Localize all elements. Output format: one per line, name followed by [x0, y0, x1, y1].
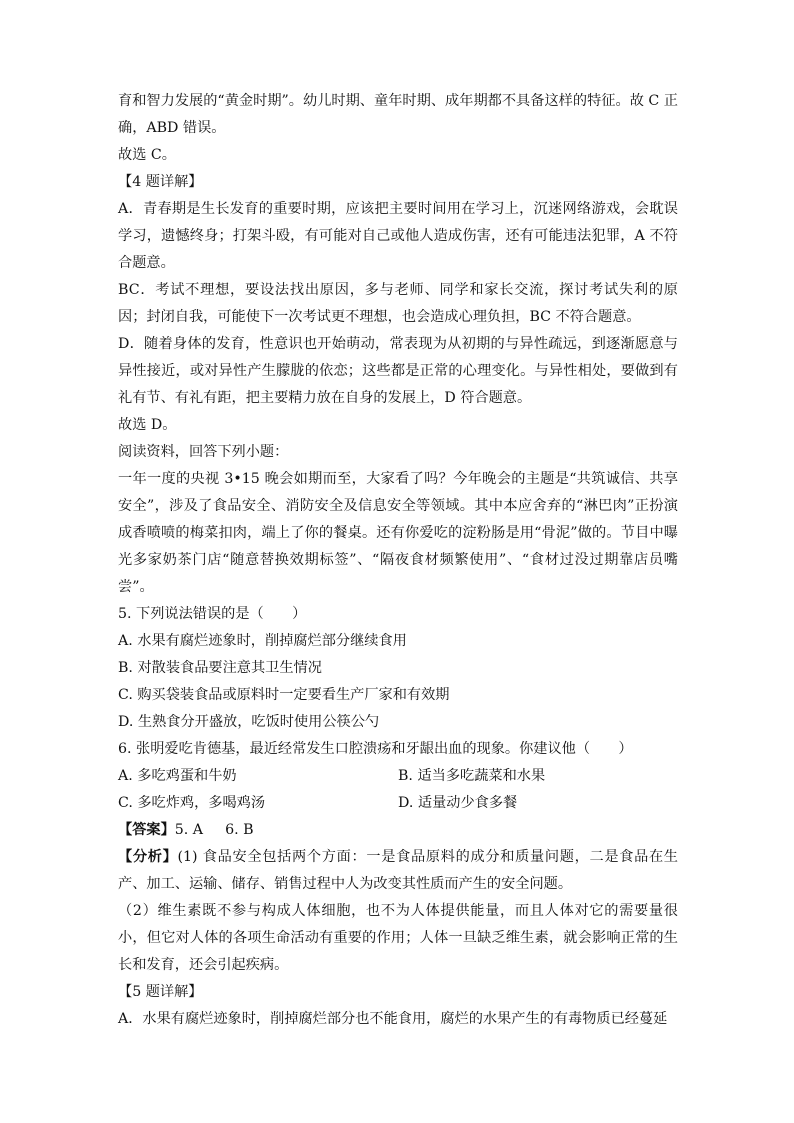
answer-select-3: 故选 C。: [118, 147, 176, 163]
answer-label: 【答案】: [118, 822, 175, 838]
paragraph-conclusion-3: 育和智力发展的“黄金时期”。幼儿时期、童年时期、成年期都不具备这样的特征。故 C 正确，ABD 错误。: [118, 93, 678, 136]
question-6-options-row-1: [118, 763, 678, 790]
question-6-option-b: B. 适当多吃蔬菜和水果: [398, 768, 546, 784]
paragraph-q4-option-d: D．随着身体的发育，性意识也开始萌动，常表现为从初期的与异性疏远，到逐渐愿意与异性接近，或对异性产生朦胧的依恋；这些都是正常的心理变化。与异性相处，要做到有礼有节、有礼有距，把主要精力放在自身的发展上，D 符合题意。: [118, 336, 678, 406]
question-6-options-row-2: [118, 790, 678, 817]
analysis-paragraph-2: （2）维生素既不参与构成人体细胞，也不为人体提供能量，而且人体对它的需要量很小，但它对人体的各项生命活动有重要的作用；人体一旦缺乏维生素，就会影响正常的生长和发育，还会引起疾病。: [118, 903, 678, 973]
answer-select-4: 故选 D。: [118, 417, 177, 433]
analysis-label: 【分析】: [118, 849, 178, 865]
reading-instruction: 阅读资料，回答下列小题：: [118, 444, 289, 460]
heading-q4-detail: 【4 题详解】: [118, 174, 203, 190]
question-6-option-d: D. 适量动少食多餐: [398, 795, 518, 811]
document-page: [118, 88, 678, 1033]
question-5-option-c: C. 购买袋装食品或原料时一定要看生产厂家和有效期: [118, 687, 450, 703]
analysis-paragraph-1: [118, 844, 678, 898]
answer-5: 5. A: [174, 822, 204, 838]
paragraph-q4-option-a: A．青春期是生长发育的重要时期，应该把主要时间用在学习上，沉迷网络游戏，会耽误学习，遗憾终身；打架斗殴，有可能对自己或他人造成伤害，还有可能违法犯罪，A 不符合题意。: [118, 201, 678, 271]
question-6-option-a: A. 多吃鸡蛋和牛奶: [118, 768, 237, 784]
reading-material: 一年一度的央视 3•15 晚会如期而至，大家看了吗？今年晚会的主题是“共筑诚信、共享安全”，涉及了食品安全、消防安全及信息安全等领域。其中本应舍弃的“淋巴肉”正扮演成香喷喷的梅菜扣肉，端上了你的餐桌。还有你爱吃的淀粉肠是用“骨泥”做的。节目中曝光多家奶茶门店“随意替换效期标签”、“隔夜食材频繁使用”、“食材过没过期靠店员嘴尝”。: [118, 471, 678, 595]
paragraph-q5-option-a: A．水果有腐烂迹象时，削掉腐烂部分也不能食用，腐烂的水果产生的有毒物质已经蔓延: [118, 1011, 668, 1027]
answer-6: 6. B: [225, 822, 254, 838]
question-6: 6. 张明爱吃肯德基，最近经常发生口腔溃疡和牙龈出血的现象。你建议他（ ）: [118, 741, 633, 757]
question-6-option-c: C. 多吃炸鸡，多喝鸡汤: [118, 795, 266, 811]
question-5-option-a: A. 水果有腐烂迹象时，削掉腐烂部分继续食用: [118, 633, 407, 649]
question-5-option-b: B. 对散装食品要注意其卫生情况: [118, 660, 322, 676]
paragraph-q4-option-bc: BC．考试不理想，要设法找出原因，多与老师、同学和家长交流，探讨考试失利的原因；封闭自我，可能使下一次考试更不理想，也会造成心理负担，BC 不符合题意。: [118, 282, 678, 325]
heading-q5-detail: 【5 题详解】: [118, 984, 203, 1000]
question-5: 5. 下列说法错误的是（ ）: [118, 606, 307, 622]
answer-line: [118, 817, 678, 844]
analysis-text-1: (1) 食品安全包括两个方面：一是食品原料的成分和质量问题，二是食品在生产、加工、运输、储存、销售过程中人为改变其性质而产生的安全问题。: [118, 849, 678, 892]
question-5-option-d: D. 生熟食分开盛放，吃饭时使用公筷公勺: [118, 714, 380, 730]
